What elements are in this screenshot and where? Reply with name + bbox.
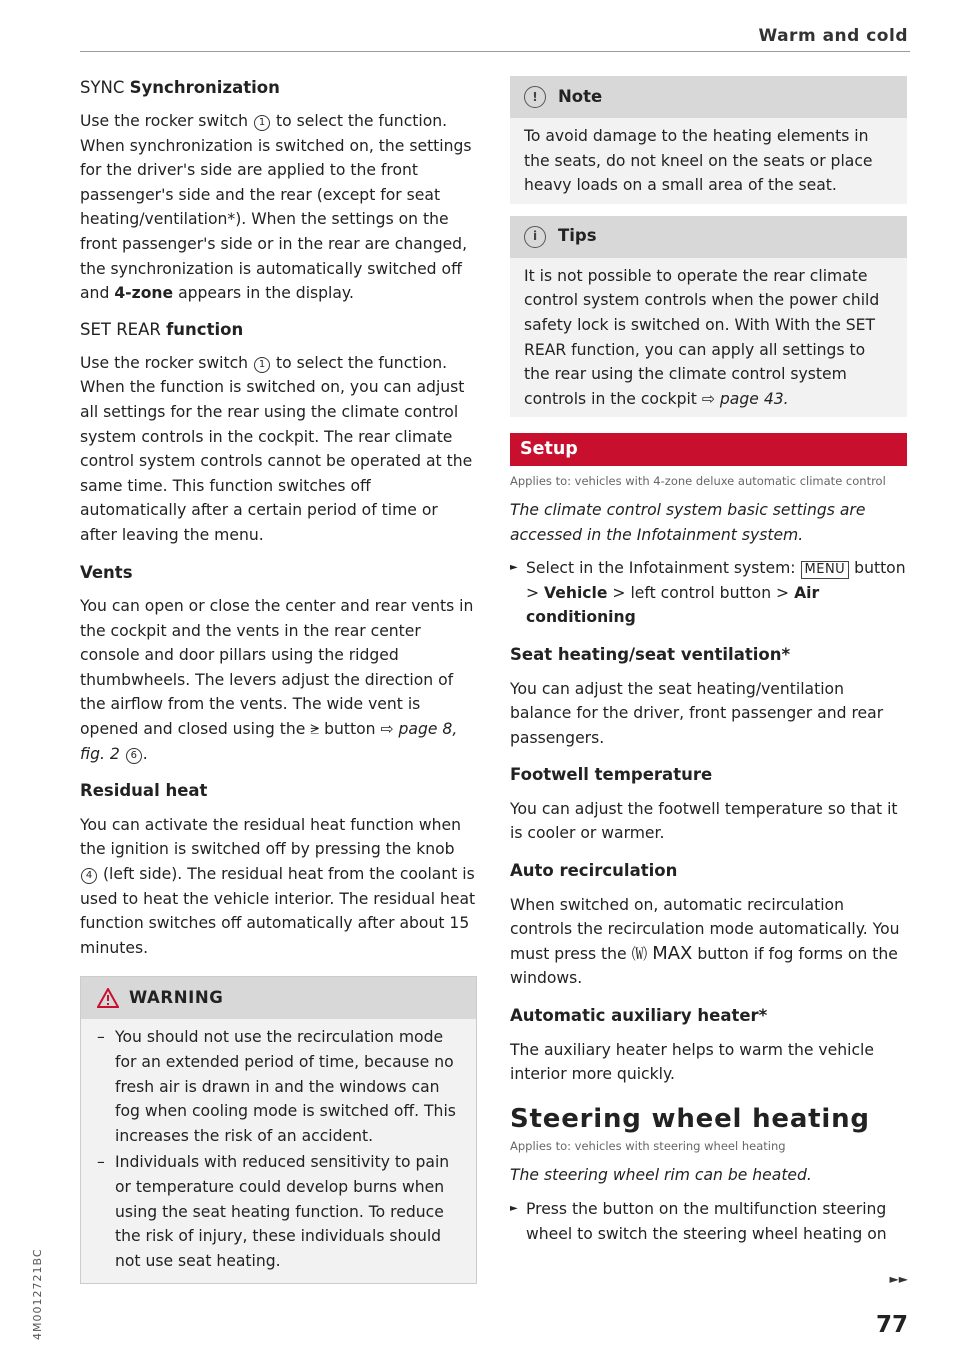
warning-item: – Individuals with reduced sensitivity to pain or temperature could develop burns when using the seat heating function. To reduce the risk of injury, these individuals should not use seat heating. <box>95 1150 462 1273</box>
sync-paragraph <box>80 109 477 306</box>
sync-4zone: 4-zone <box>114 284 174 303</box>
vents-text-b: button <box>324 720 376 739</box>
setup-air-conditioning: Air conditioning <box>526 583 820 627</box>
steering-intro: The steering wheel rim can be heated. <box>510 1166 812 1185</box>
note-header <box>510 76 907 118</box>
defrost-icon: 🄦 <box>631 944 648 963</box>
info-icon: i <box>524 226 546 248</box>
callout-1: 1 <box>254 357 270 373</box>
note-title: Note <box>558 86 603 106</box>
side-document-code <box>30 1180 44 1340</box>
recirc-heading: Auto recirculation <box>510 861 678 881</box>
warning-box <box>80 976 477 1284</box>
continue-arrow-icon: ►► <box>889 1272 908 1286</box>
tips-box <box>510 216 907 418</box>
recirc-paragraph <box>510 893 907 991</box>
footwell-paragraph: You can adjust the footwell temperature so that it is cooler or warmer. <box>510 799 898 843</box>
callout-4: 4 <box>81 868 97 884</box>
left-column <box>80 76 477 1284</box>
aux-paragraph: The auxiliary heater helps to warm the vehicle interior more quickly. <box>510 1040 874 1084</box>
warning-body <box>81 1019 476 1283</box>
tips-page-ref[interactable]: ⇨ page 43. <box>701 389 789 408</box>
callout-1: 1 <box>254 115 270 131</box>
residual-text-a: You can activate the residual heat function when the ignition is switched off by pressing the knob <box>80 815 461 859</box>
residual-paragraph <box>80 813 477 961</box>
setup-text-c: > left control button > <box>612 583 790 602</box>
page-header-title: Warm and cold <box>758 26 908 46</box>
setup-applies: Applies to: vehicles with 4-zone deluxe automatic climate control <box>510 473 886 488</box>
sync-text-b: to select the function. When synchronization is switched on, the settings for the driver's side are applied to the front passenger's side and the rear (except for seat heating/ventilation*). When the settings on the front passenger's side or in the rear are changed, the synchronization is automatically switched off and <box>80 112 472 303</box>
note-box <box>510 76 907 204</box>
document-code-text: 4M0012721BC <box>31 1248 44 1340</box>
steering-applies: Applies to: vehicles with steering wheel heating <box>510 1139 786 1154</box>
footwell-heading: Footwell temperature <box>510 765 713 785</box>
setrear-text-b: to select the function. When the function is switched on, you can adjust all settings for the rear using the climate control system controls in the cockpit. The rear climate control system controls cannot be operated at the same time. This function switches off automatically after a certain period of time or after leaving the menu. <box>80 353 473 544</box>
sync-code: SYNC <box>80 78 125 97</box>
tips-body <box>510 258 907 418</box>
aux-heading: Automatic auxiliary heater* <box>510 1006 768 1026</box>
setrear-paragraph <box>80 351 477 548</box>
residual-heading: Residual heat <box>80 781 208 801</box>
wide-vent-icon: ⪭ <box>310 720 320 739</box>
steering-heading: Steering wheel heating <box>510 1103 870 1134</box>
warning-item: – You should not use the recirculation mode for an extended period of time, because no fresh air is drawn in and the windows can fog when cooling mode is switched off. This increases the risk of an accident. <box>95 1025 462 1148</box>
setup-intro: The climate control system basic settings are accessed in the Infotainment system. <box>510 500 866 544</box>
setup-heading: Setup <box>510 433 907 466</box>
vents-text: You can open or close the center and rear vents in the cockpit and the vents in the rear center console and door pillars using the ridged thumbwheels. The levers adjust the direction of the airflow from the vents. The wide vent is opened and closed using the <box>80 597 474 739</box>
sync-title: Synchronization <box>129 78 280 97</box>
tips-title: Tips <box>558 226 597 246</box>
exclamation-icon: ! <box>524 86 546 108</box>
vents-paragraph: You can open or close the center and rear vents in the cockpit and the vents in the rear center console and door pillars using the ridged thumbwheels. The levers adjust the direction of the airflow from the vents. The wide vent is opened and closed using the ⪭ button ⇨ page 8, fig. 2 6 . <box>80 597 474 763</box>
callout-6: 6 <box>126 748 142 764</box>
vents-page-ref[interactable]: ⇨ page 8, fig. 2 <box>80 720 458 763</box>
setrear-code: SET REAR <box>80 319 161 339</box>
setup-vehicle: Vehicle <box>544 583 608 602</box>
seat-heading: Seat heating/seat ventilation* <box>510 644 791 664</box>
warning-header <box>81 977 476 1019</box>
setup-text-a: Select in the Infotainment system: <box>526 559 796 578</box>
tips-header <box>510 216 907 258</box>
recirc-text-a: When switched on, automatic recirculation controls the recirculation mode automatically. You must press the <box>510 895 900 963</box>
note-body: To avoid damage to the heating elements in the seats, do not kneel on the seats or place heavy loads on a small area of the seat. <box>524 127 873 195</box>
header-rule <box>80 51 910 52</box>
sync-text-c: appears in the display. <box>178 284 354 303</box>
sync-heading <box>80 76 477 100</box>
seat-paragraph: You can adjust the seat heating/ventilation balance for the driver, front passenger and rear passengers. <box>510 679 884 747</box>
tips-text: It is not possible to operate the rear climate control system controls when the power child safety lock is switched on. With With the SET REAR function, you can apply all settings to the rear using the climate control system controls in the cockpit <box>524 266 880 408</box>
warning-title: WARNING <box>129 988 224 1008</box>
right-column <box>510 76 907 1255</box>
recirc-text-b: button if fog forms on the windows. <box>510 944 898 988</box>
menu-key: MENU <box>801 561 850 579</box>
setrear-heading <box>80 318 477 342</box>
warning-triangle-icon <box>97 988 119 1008</box>
steering-instruction: ► Press the button on the multifunction steering wheel to switch the steering wheel heating on <box>510 1197 907 1246</box>
setup-text-b: button > <box>526 559 906 602</box>
page-number: 77 <box>875 1312 908 1338</box>
residual-text-b: (left side). The residual heat from the coolant is used to heat the vehicle interior. The residual heat function switches off automatically after about 15 minutes. <box>80 865 476 957</box>
setup-instruction <box>510 556 907 630</box>
setrear-title: function <box>166 319 244 339</box>
max-label: MAX <box>652 942 693 964</box>
setrear-text-a: Use the rocker switch <box>80 353 249 372</box>
sync-text-a: Use the rocker switch <box>80 112 249 130</box>
vents-heading: Vents <box>80 562 133 582</box>
